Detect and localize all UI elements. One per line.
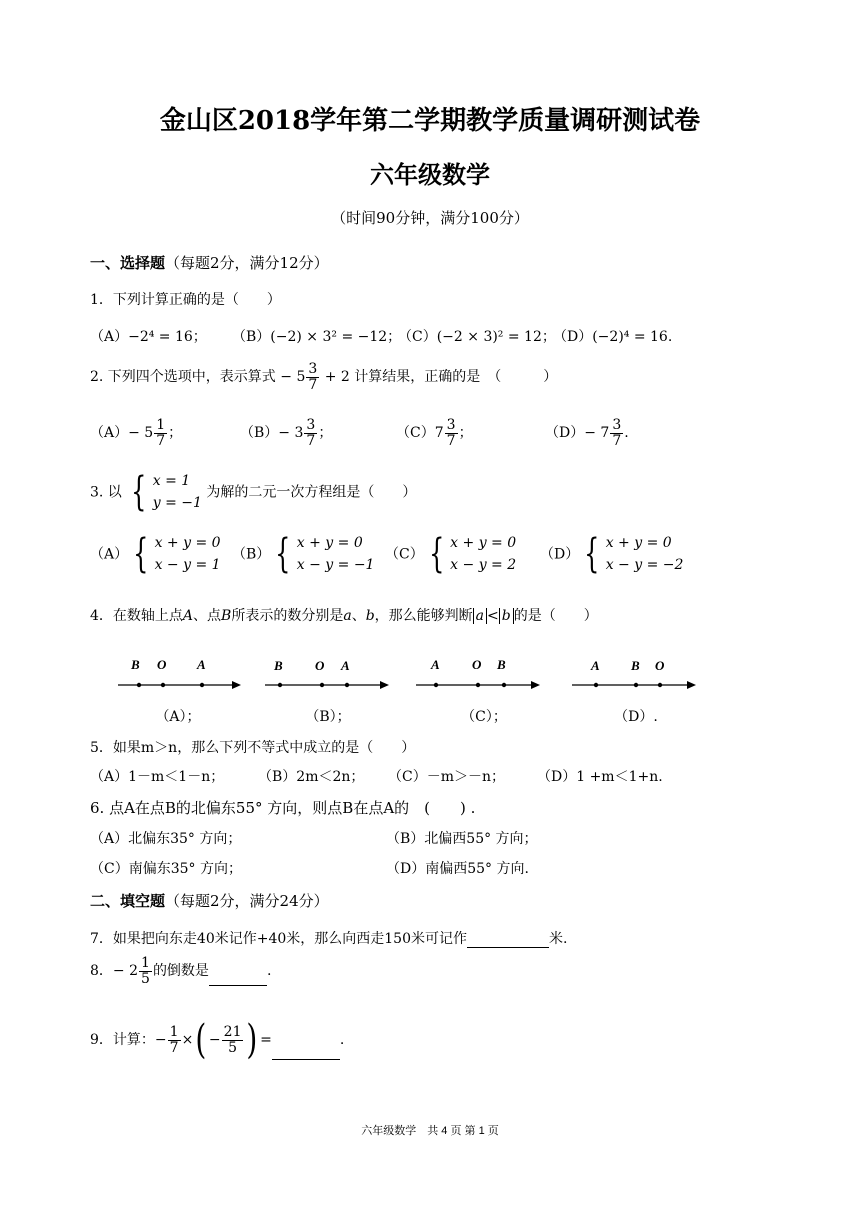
q2-option-c: [396, 418, 473, 448]
q8-suffix: 的倒数是: [152, 963, 209, 980]
q9-end: .: [339, 1032, 345, 1048]
q4-text-a: 4．在数轴上点: [90, 608, 183, 624]
line-c-label-3: B: [497, 657, 506, 672]
left-paren-icon: (: [195, 1017, 207, 1063]
q4-text-f: 的是（ ）: [513, 608, 598, 624]
q7-stem: [90, 928, 567, 948]
q4-text-e: ，那么能够判断: [374, 608, 473, 624]
q9-inner-sign: −: [208, 1032, 221, 1048]
q3-d-top: x + y = 0: [605, 535, 672, 551]
line-d-label-1: A: [591, 658, 600, 673]
q9-den-2: 5: [228, 1039, 238, 1056]
q2-d-frac: [610, 418, 623, 448]
line-b-caption: （B）；: [305, 709, 351, 725]
q3-a-system: [128, 532, 220, 577]
q4-text-c: 所表示的数分别是: [231, 608, 344, 624]
exam-title: 金山区2018学年第二学期教学质量调研测试卷: [159, 106, 701, 136]
q5-option-d: （D）1 +m＜1+n.: [537, 769, 663, 785]
q2-d-num: 3: [612, 417, 622, 433]
q1-option-b: （B）(−2) × 3² = −12；: [232, 329, 402, 345]
section1-heading: [90, 252, 329, 273]
q3-option-a: [90, 532, 221, 577]
q3-a-bottom: x − y = 1: [154, 557, 221, 574]
q7-unit: 米.: [549, 931, 568, 947]
q5-stem: 5．如果m＞n，那么下列不等式中成立的是（ ）: [90, 740, 416, 756]
q2-d-den: 7: [612, 432, 622, 449]
q4-var-b: b: [365, 608, 375, 624]
q2-option-b: [240, 418, 332, 448]
q9-times: ×: [181, 1032, 194, 1048]
q4-var-a: a: [343, 608, 352, 624]
line-c-label-2: O: [472, 657, 482, 672]
q9-frac-2: [222, 1025, 244, 1055]
q1-stem: 1．下列计算正确的是（ ）: [90, 292, 281, 308]
brace-icon: {: [584, 531, 600, 578]
q9-stem: [90, 1017, 345, 1063]
q3-b-label: （B）: [232, 546, 271, 563]
q2-expr-whole: − 5: [280, 369, 306, 386]
q2-c-end: ；: [458, 425, 473, 442]
q3-sys-top: x = 1: [152, 473, 191, 489]
q3-c-label: （C）: [385, 546, 424, 563]
q2-a-sign: − 5: [128, 425, 154, 442]
time-note: （时间90分钟，满分100分）: [331, 209, 529, 227]
q8-stem: [90, 956, 271, 986]
q3-b-top: x + y = 0: [296, 535, 363, 551]
q2-option-a: [90, 418, 182, 448]
q4-point-a: A: [182, 608, 194, 624]
q4-text-b: 、点: [193, 608, 222, 624]
q8-end: .: [266, 963, 272, 980]
q9-answer-blank[interactable]: [272, 1044, 340, 1060]
q2-d-label: （D）: [545, 425, 585, 442]
q2-stem-prefix: 2. 下列四个选项中，表示算式: [90, 369, 276, 386]
section2-score: （每题2分，满分24分）: [165, 892, 329, 910]
section2-title: 二、填空题: [90, 892, 166, 910]
q6-stem: 6. 点A在点B的北偏东55° 方向，则点B在点A的 ( ) .: [90, 799, 476, 817]
q3-a-label: （A）: [90, 546, 129, 563]
q7-text: 7．如果把向东走40米记作+40米，那么向西走150米可记作: [90, 931, 467, 947]
q2-a-frac: [154, 418, 167, 448]
q3-option-c: [385, 532, 516, 577]
q9-sign: −: [154, 1032, 167, 1048]
q3-c-system: [424, 532, 516, 577]
q2-b-num: 3: [306, 417, 316, 433]
q6-option-d: （D）南偏西55° 方向.: [386, 861, 529, 877]
q3-d-system: [579, 532, 683, 577]
q2-b-label: （B）: [240, 425, 279, 442]
q5-option-c: （C）－m＞－n；: [388, 769, 506, 785]
q2-b-sign: − 3: [278, 425, 304, 442]
q4-abs-a: a: [473, 608, 487, 624]
right-paren-icon: ): [246, 1017, 258, 1063]
q2-b-den: 7: [306, 432, 316, 449]
q2-a-label: （A）: [90, 425, 129, 442]
q3-c-top: x + y = 0: [450, 535, 517, 551]
q6-option-b: （B）北偏西55° 方向；: [386, 831, 538, 847]
q3-b-system: [270, 532, 374, 577]
q3-suffix: 为解的二元一次方程组是（ ）: [206, 484, 417, 501]
q2-b-frac: [304, 418, 317, 448]
line-a-label-2: O: [157, 657, 167, 672]
q9-num-2: 21: [223, 1023, 242, 1040]
q2-expr-post: + 2: [324, 369, 350, 386]
page-footer: 六年级数学 共 4 页 第 1 页: [361, 1125, 499, 1137]
q2-expr-den: 7: [308, 376, 318, 393]
q4-abs-b: b: [499, 608, 514, 624]
q7-answer-blank[interactable]: [467, 932, 549, 948]
section1-score: （每题2分，满分12分）: [165, 254, 329, 272]
q6-option-c: （C）南偏东35° 方向；: [90, 861, 242, 877]
q4-text-d: 、: [351, 608, 366, 624]
q9-eq: =: [260, 1032, 272, 1048]
q4-point-b: B: [221, 608, 232, 624]
q3-option-b: [232, 532, 374, 577]
q9-frac-1: [168, 1025, 181, 1055]
q1-option-d: （D）(−2)⁴ = 16.: [553, 329, 673, 345]
number-line-b: [265, 681, 389, 689]
line-d-label-3: O: [655, 658, 665, 673]
q2-d-sign: − 7: [584, 425, 610, 442]
brace-icon: {: [275, 531, 291, 578]
q3-prefix: 3. 以: [90, 484, 122, 501]
q9-den-1: 7: [169, 1039, 179, 1056]
q3-system: [126, 470, 202, 515]
q2-c-sign: 7: [434, 425, 444, 442]
q2-b-end: ；: [318, 425, 333, 442]
q3-d-label: （D）: [540, 546, 580, 563]
brace-icon: {: [131, 469, 147, 516]
q8-num: 1: [141, 955, 150, 971]
line-b-label-3: A: [341, 658, 350, 673]
brace-icon: {: [133, 531, 149, 578]
q4-number-lines: [0, 670, 860, 700]
q8-frac: [139, 956, 152, 986]
q2-c-label: （C）: [396, 425, 435, 442]
line-d-label-2: B: [631, 658, 640, 673]
line-a-label-3: A: [197, 657, 206, 672]
q2-a-num: 1: [156, 417, 166, 433]
q9-num-1: 1: [169, 1023, 179, 1040]
line-a-label-1: B: [131, 657, 140, 672]
q3-a-top: x + y = 0: [154, 535, 221, 551]
q2-option-d: [545, 418, 629, 448]
number-line-c: [416, 681, 540, 689]
q2-stem: [90, 362, 557, 392]
q2-c-frac: [445, 418, 458, 448]
line-c-label-1: A: [431, 657, 440, 672]
exam-subject: 六年级数学: [370, 160, 490, 189]
number-line-d: [572, 681, 696, 689]
q3-option-d: [540, 532, 683, 577]
q4-less-than: <: [487, 608, 499, 624]
q2-expr-fraction: [306, 362, 319, 392]
line-b-label-2: O: [315, 658, 325, 673]
line-b-label-1: B: [274, 658, 283, 673]
q4-stem: [90, 605, 598, 625]
q3-stem: [90, 470, 416, 515]
line-a-caption: （A）；: [155, 709, 201, 725]
q2-stem-suffix: 计算结果，正确的是 （ ）: [354, 369, 558, 386]
q6-option-a: （A）北偏东35° 方向；: [90, 831, 242, 847]
brace-icon: {: [428, 531, 445, 578]
q3-d-bottom: x − y = −2: [605, 557, 684, 574]
q2-c-den: 7: [446, 432, 456, 449]
section2-heading: [90, 890, 329, 911]
q5-option-b: （B）2m＜2n；: [258, 769, 365, 785]
q3-sys-bottom: y = −1: [152, 495, 202, 512]
q5-option-a: （A）1－m＜1－n；: [90, 769, 225, 785]
q8-sign: − 2: [112, 963, 139, 980]
q3-b-bottom: x − y = −1: [296, 557, 375, 574]
q2-expr-num: 3: [308, 361, 318, 377]
q8-prefix: 8．: [90, 963, 113, 980]
q3-c-bottom: x − y = 2: [450, 557, 517, 574]
q9-prefix: 9．计算：: [90, 1032, 155, 1048]
number-line-a: [118, 681, 241, 689]
q2-a-den: 7: [156, 432, 166, 449]
q1-option-c: （C）(−2 × 3)² = 12；: [398, 329, 556, 345]
q2-a-end: ；: [168, 425, 183, 442]
q2-c-num: 3: [446, 417, 456, 433]
line-c-caption: （C）；: [461, 709, 507, 725]
q2-d-end: .: [624, 425, 629, 442]
q8-answer-blank[interactable]: [209, 970, 267, 986]
line-d-caption: （D）.: [614, 709, 658, 725]
q8-den: 5: [141, 970, 150, 987]
section1-title: 一、选择题: [90, 254, 166, 272]
q1-option-a: （A）−2⁴ = 16；: [90, 329, 207, 345]
